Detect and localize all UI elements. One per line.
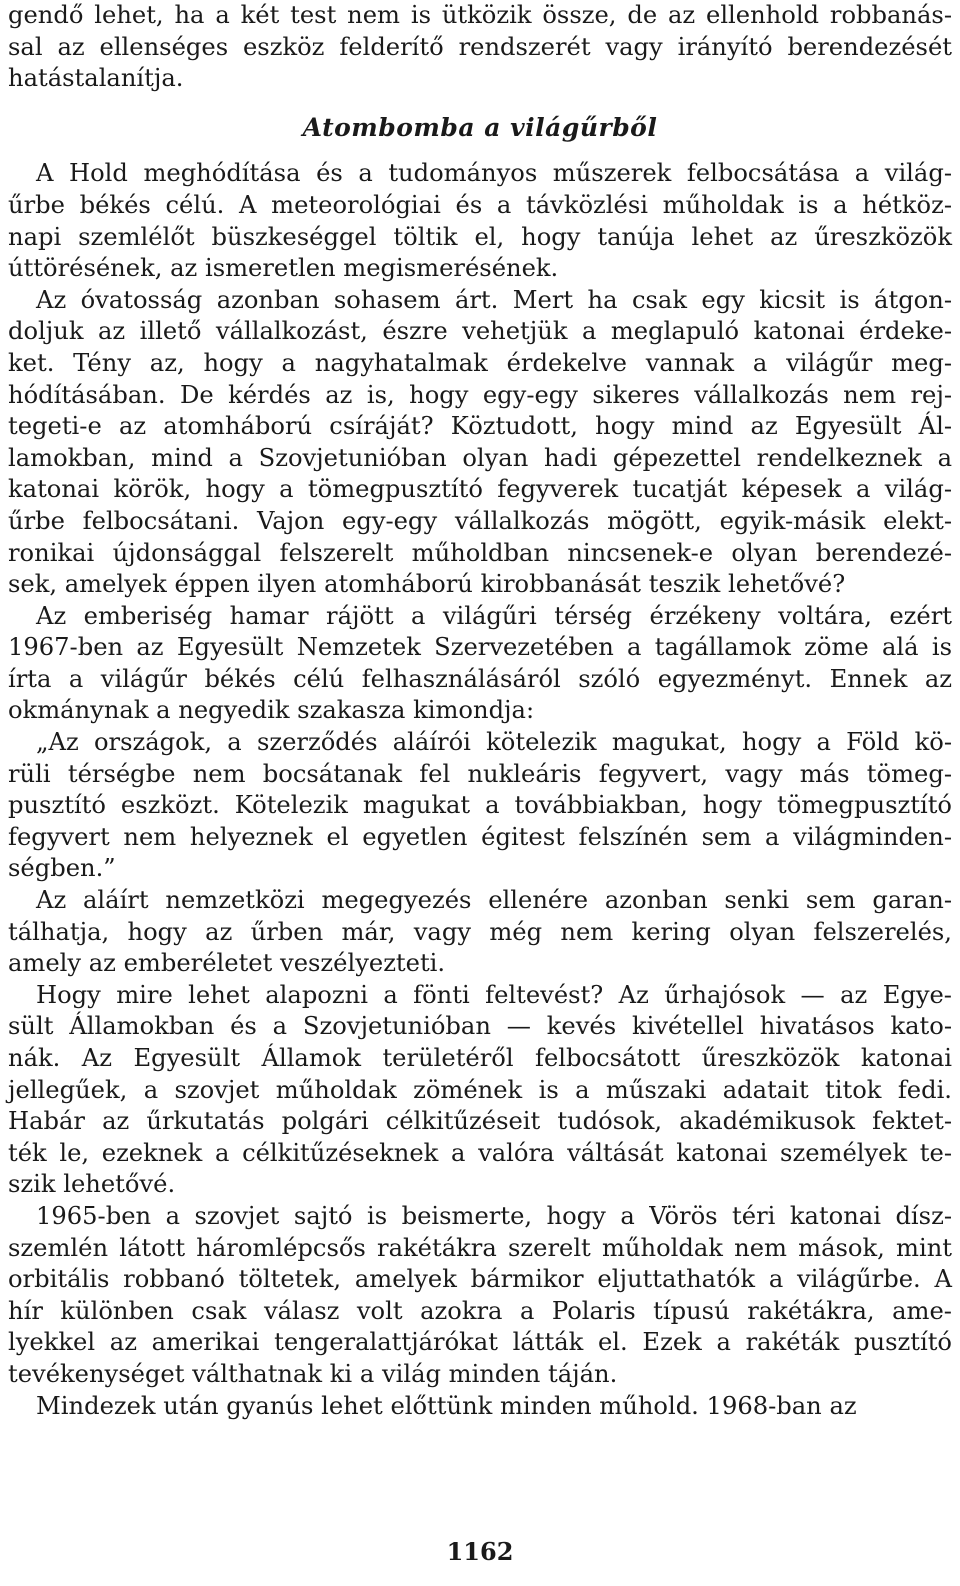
text-line: pusztító eszközt. Kötelezik magukat a továbbiakban, hogy tömegpusztító <box>8 791 952 820</box>
document-page <box>8 0 952 1422</box>
intro-paragraph <box>8 0 952 95</box>
text-line: szik lehetővé. <box>8 1170 176 1199</box>
text-line: fegyvert nem helyeznek el egyetlen égitest felszínén sem a világminden- <box>8 822 952 851</box>
text-line: Az óvatosság azonban sohasem árt. Mert ha csak egy kicsit is átgon- <box>36 285 952 314</box>
paragraph <box>8 1391 952 1423</box>
body-text <box>8 158 952 1422</box>
text-line: írta a világűr békés célú felhasználásáról szóló egyezményt. Ennek az <box>8 664 952 693</box>
text-line: jellegűek, a szovjet műholdak zömének is a műszaki adatait titok fedi. <box>8 1075 952 1104</box>
text-line: Az emberiség hamar rájött a világűri térség érzékeny voltára, ezért <box>36 601 952 630</box>
text-line: hódításában. De kérdés az is, hogy egy-egy sikeres vállalkozás nem rej- <box>8 380 952 409</box>
text-line: A Hold meghódítása és a tudományos műszerek felbocsátása a világ- <box>36 159 952 188</box>
text-line: ronikai újdonsággal felszerelt műholdban nincsenek-e olyan berendezé- <box>8 538 952 567</box>
text-line: lyekkel az amerikai tengeralattjárókat látták el. Ezek a rakéták pusztító <box>8 1328 952 1357</box>
text-line: okmánynak a negyedik szakasza kimondja: <box>8 696 535 725</box>
text-line: Mindezek után gyanús lehet előttünk minden műhold. 1968-ban az <box>36 1391 857 1420</box>
text-line: hír különben csak válasz volt azokra a Polaris típusú rakétákra, ame- <box>8 1296 952 1325</box>
text-line: tegeti-e az atomháború csíráját? Köztudott, hogy mind az Egyesült Ál- <box>8 412 952 441</box>
text-line: katonai körök, hogy a tömegpusztító fegyverek tucatját képesek a világ- <box>8 475 952 504</box>
section-heading: Atombomba a világűrből <box>302 112 658 142</box>
text-line: űrbe békés célú. A meteorológiai és a távközlési műholdak is a hétköz- <box>8 190 952 219</box>
text-line: szemlén látott háromlépcsős rakétákra szerelt műholdak nem mások, mint <box>8 1233 952 1262</box>
text-line: orbitális robbanó töltetek, amelyek bármikor eljuttathatók a világűrbe. A <box>8 1265 952 1294</box>
paragraph <box>8 980 952 1201</box>
text-line: 1967-ben az Egyesült Nemzetek Szervezetében a tagállamok zöme alá is <box>8 633 952 662</box>
text-line: tevékenységet válthatnak ki a világ minden táján. <box>8 1359 618 1388</box>
paragraph <box>8 158 952 284</box>
text-line: 1965-ben a szovjet sajtó is beismerte, hogy a Vörös téri katonai dísz- <box>36 1201 952 1230</box>
text-line: sal az ellenséges eszköz felderítő rendszerét vagy irányító berendezését <box>8 32 952 61</box>
text-line: Az aláírt nemzetközi megegyezés ellenére azonban senki sem garan- <box>36 886 952 915</box>
text-line: doljuk az illető vállalkozást, észre vehetjük a meglapuló katonai érdeke- <box>8 317 952 346</box>
paragraph <box>8 1201 952 1391</box>
text-line: nák. Az Egyesült Államok területéről felbocsátott űreszközök katonai <box>8 1044 952 1072</box>
text-line: napi szemlélőt büszkeséggel töltik el, hogy tanúja lehet az űreszközök <box>8 222 952 251</box>
text-line: gendő lehet, ha a két test nem is ütközik össze, de az ellenhold robbanás- <box>8 1 952 29</box>
text-line: Hogy mire lehet alapozni a fönti feltevést? Az űrhajósok — az Egye- <box>36 980 952 1009</box>
text-line: ségben.” <box>8 854 116 883</box>
text-line: lamokban, mind a Szovjetunióban olyan hadi gépezettel rendelkeznek a <box>8 443 952 472</box>
text-line: űrbe felbocsátani. Vajon egy-egy vállalkozás mögött, egyik-másik elekt- <box>8 506 952 535</box>
text-line: rüli térségbe nem bocsátanak fel nukleáris fegyvert, vagy más tömeg- <box>8 759 952 788</box>
text-line: hatástalanítja. <box>8 64 184 93</box>
paragraph <box>8 727 952 885</box>
text-line: Habár az űrkutatás polgári célkitűzéseit tudósok, akadémikusok fektet- <box>8 1107 952 1136</box>
text-line: ket. Tény az, hogy a nagyhatalmak érdekelve vannak a világűr meg- <box>8 348 952 377</box>
paragraph <box>8 601 952 727</box>
text-line: tálhatja, hogy az űrben már, vagy még nem kering olyan felszerelés, <box>8 917 952 946</box>
text-line: sek, amelyek éppen ilyen atomháború kirobbanását teszik lehetővé? <box>8 570 846 599</box>
text-line: ték le, ezeknek a célkitűzéseknek a valóra váltását katonai személyek te- <box>8 1138 952 1167</box>
text-line: „Az országok, a szerződés aláírói kötelezik magukat, hogy a Föld kö- <box>36 728 952 757</box>
page-number: 1162 <box>446 1537 514 1566</box>
text-line: úttörésének, az ismeretlen megismerésének. <box>8 254 559 283</box>
paragraph <box>8 885 952 980</box>
text-line: sült Államokban és a Szovjetunióban — kevés kivétellel hivatásos kato- <box>8 1012 952 1041</box>
paragraph <box>8 285 952 601</box>
text-line: amely az emberéletet veszélyezteti. <box>8 949 446 978</box>
